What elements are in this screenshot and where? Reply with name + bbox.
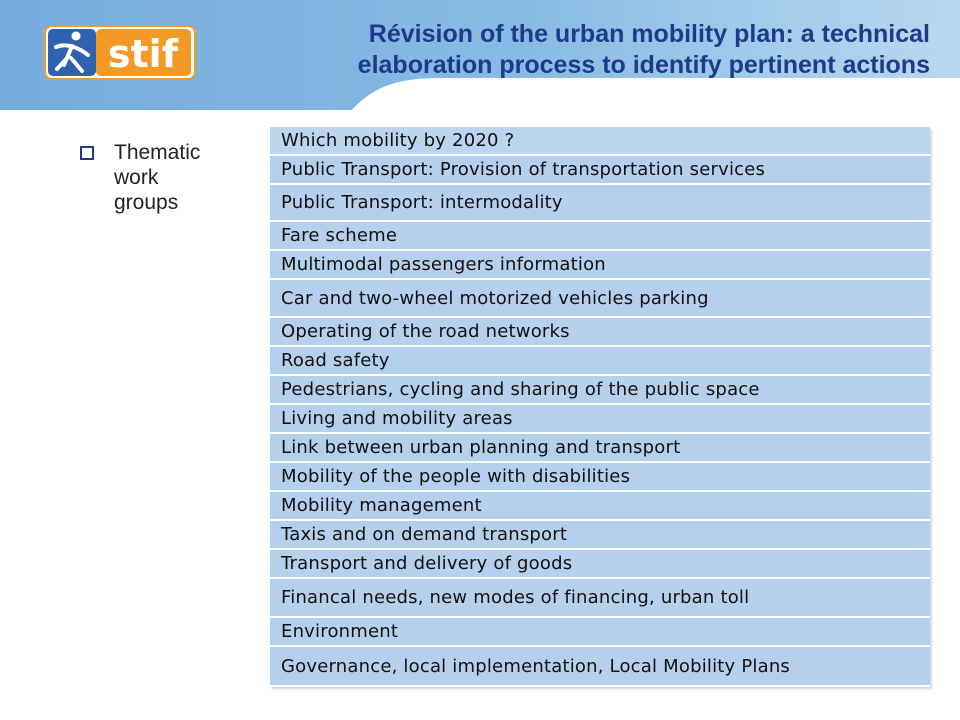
table-row <box>270 347 930 376</box>
table-cell: Mobility management <box>270 492 930 521</box>
page-title <box>300 19 930 81</box>
table-row <box>270 618 930 647</box>
checkbox-square-icon <box>80 146 94 160</box>
table-row <box>270 280 930 318</box>
table-row <box>270 318 930 347</box>
bullet-text: Thematic work groups <box>114 141 201 214</box>
table-row <box>270 376 930 405</box>
table-row <box>270 492 930 521</box>
table-cell: Financal needs, new modes of financing, urban toll <box>270 579 930 618</box>
page-title-line-1: Révision of the urban mobility plan: a technical <box>368 20 930 48</box>
table-row <box>270 550 930 579</box>
thematic-groups-bullet <box>80 140 240 215</box>
table-cell: Taxis and on demand transport <box>270 521 930 550</box>
table-cell: Pedestrians, cycling and sharing of the public space <box>270 376 930 405</box>
table-row <box>270 185 930 222</box>
table-cell: Transport and delivery of goods <box>270 550 930 579</box>
page-title-line-2: elaboration process to identify pertinent actions <box>357 51 930 79</box>
stif-logo <box>44 25 196 80</box>
table-row <box>270 463 930 492</box>
table-cell: Governance, local implementation, Local Mobility Plans <box>270 647 930 687</box>
table-cell: Road safety <box>270 347 930 376</box>
table-cell: Public Transport: intermodality <box>270 185 930 222</box>
table-cell: Car and two-wheel motorized vehicles parking <box>270 280 930 318</box>
logo-text: stif <box>107 32 179 76</box>
work-groups-table <box>270 127 930 687</box>
table-cell: Living and mobility areas <box>270 405 930 434</box>
table-cell: Link between urban planning and transport <box>270 434 930 463</box>
table-row <box>270 222 930 251</box>
table-cell: Environment <box>270 618 930 647</box>
table-cell: Which mobility by 2020 ? <box>270 127 930 156</box>
table-cell: Multimodal passengers information <box>270 251 930 280</box>
table-row <box>270 434 930 463</box>
table-row <box>270 405 930 434</box>
table-cell: Public Transport: Provision of transportation services <box>270 156 930 185</box>
table-cell: Mobility of the people with disabilities <box>270 463 930 492</box>
table-row <box>270 251 930 280</box>
table-row <box>270 647 930 687</box>
table-row <box>270 579 930 618</box>
table-row <box>270 156 930 185</box>
table-row <box>270 521 930 550</box>
table-row <box>270 127 930 156</box>
table-cell: Fare scheme <box>270 222 930 251</box>
table-cell: Operating of the road networks <box>270 318 930 347</box>
